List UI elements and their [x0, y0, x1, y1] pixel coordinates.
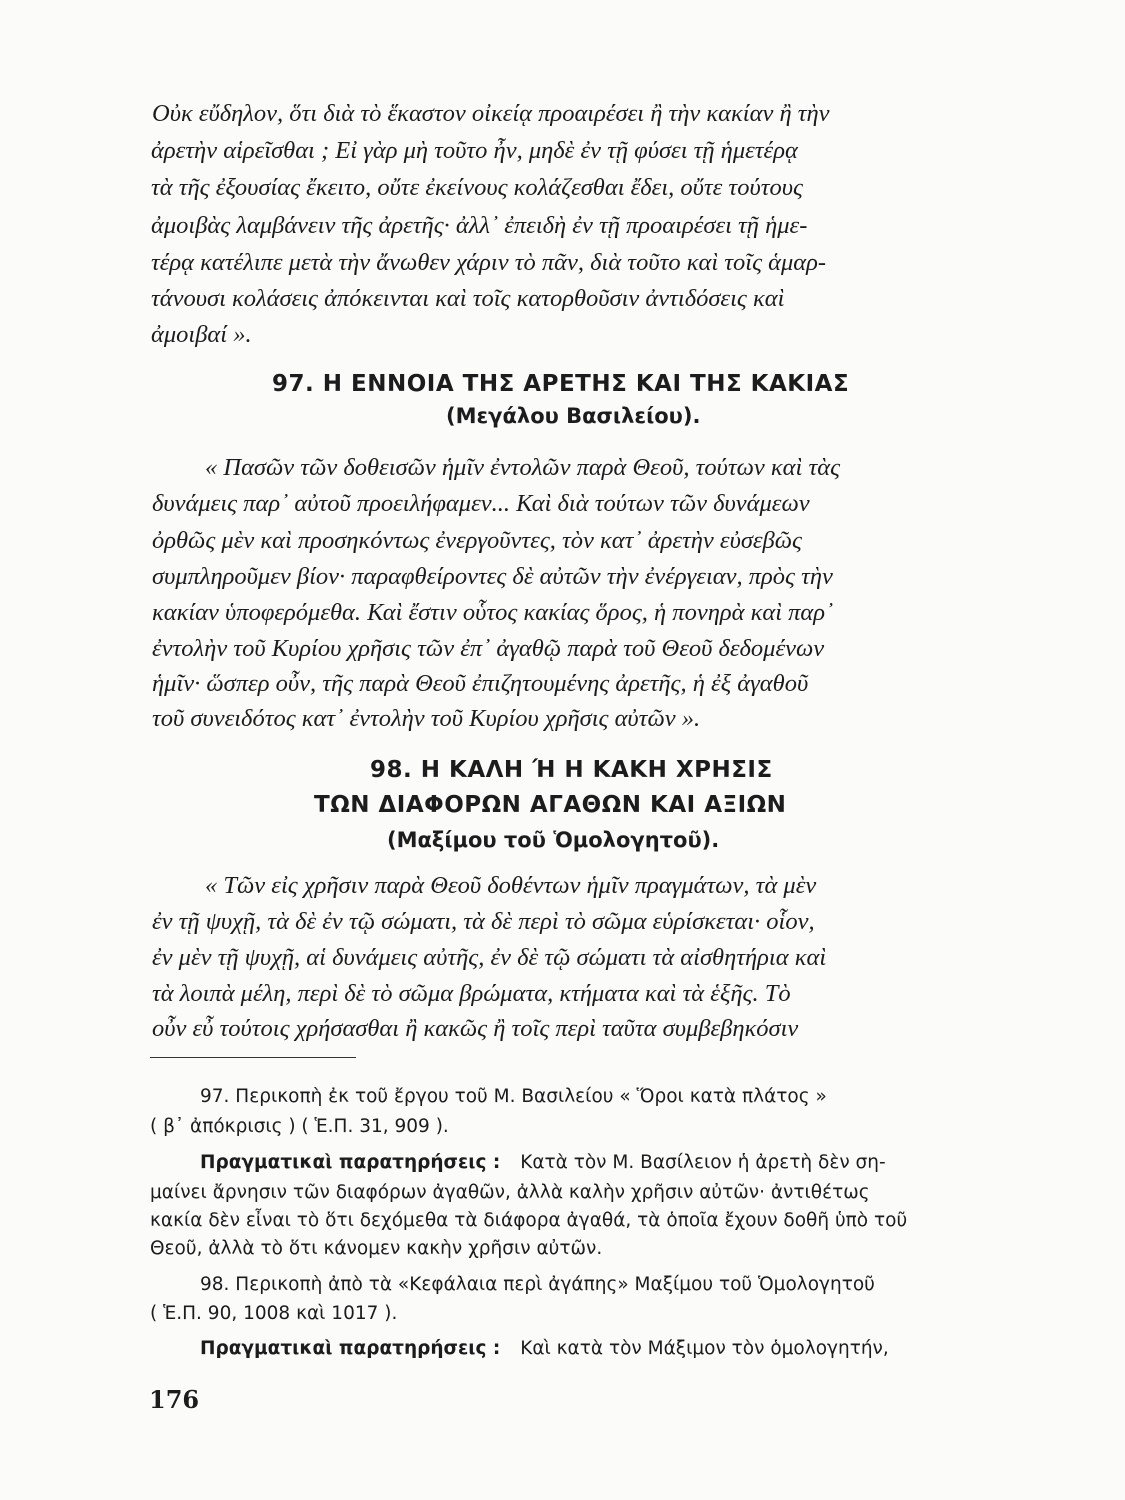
section-98-line-2: ἐν τῇ ψυχῇ, τὰ δὲ ἐν τῷ σώματι, τὰ δὲ περὶ τὸ σῶμα εὑρίσκεται· οἷον, [152, 908, 815, 935]
section-97-line-4: συμπληροῦμεν βίον· παραφθείροντες δὲ αὐτῶν τὴν ἐνέργειαν, πρὸς τὴν [152, 563, 833, 590]
observations-97-text-1: Κατὰ τὸν Μ. Βασίλειον ἡ ἀρετὴ δὲν ση- [520, 1152, 886, 1173]
observations-98-line-1 [200, 1338, 889, 1359]
footnote-97-line-1: 97. Περικοπὴ ἐκ τοῦ ἔργου τοῦ Μ. Βασιλείου « Ὅροι κατὰ πλάτος » [200, 1086, 827, 1107]
footnote-98-line-1: 98. Περικοπὴ ἀπὸ τὰ «Κεφάλαια περὶ ἀγάπης» Μαξίμου τοῦ Ὁμολογητοῦ [200, 1274, 875, 1295]
observations-97-label: Πραγματικαὶ παρατηρήσεις : [200, 1152, 501, 1173]
section-97-heading: 97. Η ΕΝΝΟΙΑ ΤΗΣ ΑΡΕΤΗΣ ΚΑΙ ΤΗΣ ΚΑΚΙΑΣ [272, 371, 850, 397]
section-97-line-1: « Πασῶν τῶν δοθεισῶν ἡμῖν ἐντολῶν παρὰ Θεοῦ, τούτων καὶ τὰς [205, 454, 841, 481]
observations-97-line-3: κακία δὲν εἶναι τὸ ὅτι δεχόμεθα τὰ διάφορα ἀγαθά, τὰ ὁποῖα ἔχουν δοθῆ ὑπὸ τοῦ [150, 1210, 908, 1231]
intro-line-4: ἀμοιβὰς λαμβάνειν τῆς ἀρετῆς· ἀλλ᾽ ἐπειδὴ ἐν τῇ προαιρέσει τῇ ἡμε- [151, 212, 808, 239]
section-98-heading-1: 98. Η ΚΑΛΗ Ή Η ΚΑΚΗ ΧΡΗΣΙΣ [370, 757, 773, 783]
section-98-line-5: οὖν εὖ τούτοις χρήσασθαι ἢ κακῶς ἢ τοῖς περὶ ταῦτα συμβεβηκόσιν [152, 1015, 799, 1042]
intro-line-3: τὰ τῆς ἐξουσίας ἔκειτο, οὔτε ἐκείνους κολάζεσθαι ἔδει, οὔτε τούτους [151, 174, 803, 201]
observations-97-line-1 [200, 1152, 886, 1173]
page-number: 176 [149, 1385, 200, 1414]
intro-line-5: τέρᾳ κατέλιπε μετὰ τὴν ἄνωθεν χάριν τὸ πᾶν, διὰ τοῦτο καὶ τοῖς ἁμαρ- [151, 249, 827, 276]
section-97-line-6: ἐντολὴν τοῦ Κυρίου χρῆσις τῶν ἐπ᾽ ἀγαθῷ παρὰ τοῦ Θεοῦ δεδομένων [152, 635, 825, 662]
observations-98-text-1: Καὶ κατὰ τὸν Μάξιμον τὸν ὁμολογητήν, [520, 1338, 889, 1359]
intro-line-6: τάνουσι κολάσεις ἀπόκεινται καὶ τοῖς κατορθοῦσιν ἀντιδόσεις καὶ [151, 285, 785, 312]
observations-98-label: Πραγματικαὶ παρατηρήσεις : [200, 1338, 501, 1359]
intro-line-2: ἀρετὴν αἱρεῖσθαι ; Εἰ γὰρ μὴ τοῦτο ἦν, μηδὲ ἐν τῇ φύσει τῇ ἡμετέρᾳ [151, 137, 798, 164]
intro-line-7: ἀμοιβαί ». [151, 321, 252, 348]
section-97-subheading: (Μεγάλου Βασιλείου). [446, 404, 701, 428]
section-98-heading-2: ΤΩΝ ΔΙΑΦΟΡΩΝ ΑΓΑΘΩΝ ΚΑΙ ΑΞΙΩΝ [314, 792, 787, 818]
observations-97-line-2: μαίνει ἄρνησιν τῶν διαφόρων ἀγαθῶν, ἀλλὰ καλὴν χρῆσιν αὐτῶν· ἀντιθέτως [150, 1182, 870, 1203]
section-97-line-5: κακίαν ὑποφερόμεθα. Καὶ ἔστιν οὗτος κακίας ὅρος, ἡ πονηρὰ καὶ παρ᾽ [152, 599, 834, 626]
section-97-line-8: τοῦ συνειδότος κατ᾽ ἐντολὴν τοῦ Κυρίου χρῆσις αὐτῶν ». [152, 705, 701, 732]
section-98-line-1: « Τῶν εἰς χρῆσιν παρὰ Θεοῦ δοθέντων ἡμῖν πραγμάτων, τὰ μὲν [205, 872, 817, 899]
section-97-line-7: ἡμῖν· ὥσπερ οὖν, τῆς παρὰ Θεοῦ ἐπιζητουμένης ἀρετῆς, ἡ ἐξ ἀγαθοῦ [152, 670, 809, 697]
section-98-line-3: ἐν μὲν τῇ ψυχῇ, αἱ δυνάμεις αὐτῆς, ἐν δὲ τῷ σώματι τὰ αἰσθητήρια καὶ [152, 944, 827, 971]
section-97-line-2: δυνάμεις παρ᾽ αὐτοῦ προειλήφαμεν... Καὶ διὰ τούτων τῶν δυνάμεων [152, 490, 810, 517]
observations-97-line-4: Θεοῦ, ἀλλὰ τὸ ὅτι κάνομεν κακὴν χρῆσιν αὐτῶν. [150, 1238, 603, 1259]
section-97-line-3: ὀρθῶς μὲν καὶ προσηκόντως ἐνεργοῦντες, τὸν κατ᾽ ἀρετὴν εὐσεβῶς [152, 527, 802, 554]
intro-line-1: Οὐκ εὔδηλον, ὅτι διὰ τὸ ἕκαστον οἰκείᾳ προαιρέσει ἢ τὴν κακίαν ἢ τὴν [152, 100, 830, 127]
section-98-subheading: (Μαξίμου τοῦ Ὁμολογητοῦ). [387, 828, 720, 852]
footnote-98-line-2: ( Ἑ.Π. 90, 1008 καὶ 1017 ). [150, 1303, 398, 1324]
footnote-97-line-2: ( β᾽ ἀπόκρισις ) ( Ἑ.Π. 31, 909 ). [150, 1116, 449, 1137]
footnote-divider [150, 1057, 356, 1058]
section-98-line-4: τὰ λοιπὰ μέλη, περὶ δὲ τὸ σῶμα βρώματα, κτήματα καὶ τὰ ἑξῆς. Τὸ [152, 980, 791, 1007]
